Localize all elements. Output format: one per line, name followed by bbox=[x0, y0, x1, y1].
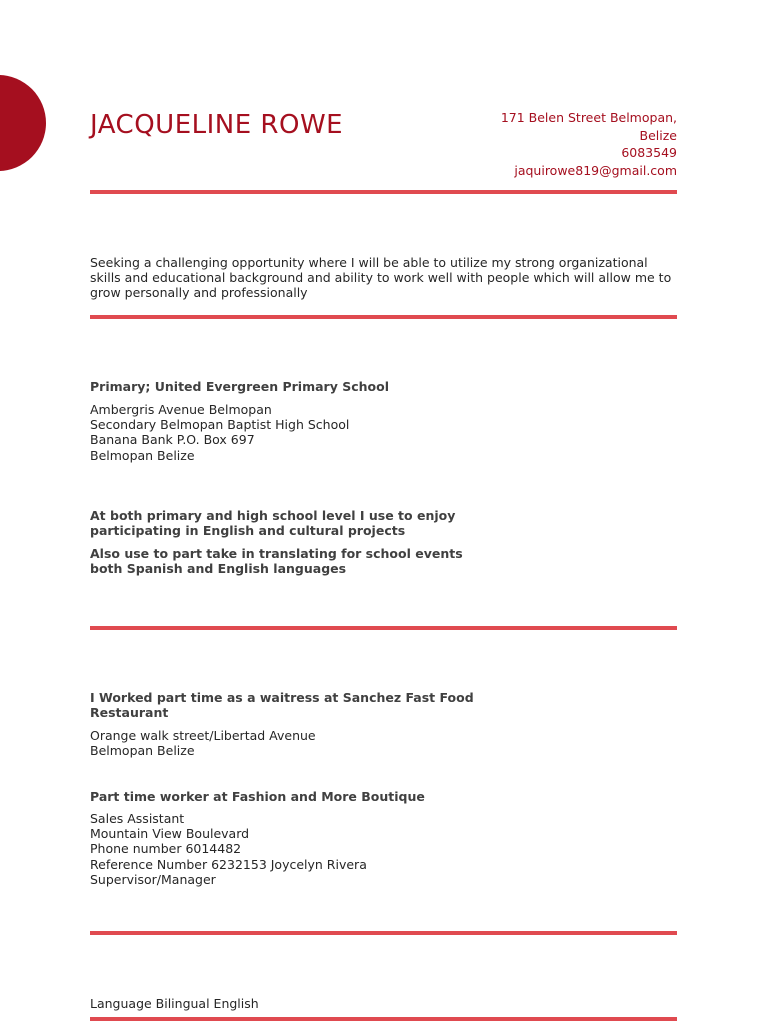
phone-number: 6083549 bbox=[621, 145, 677, 160]
job-2-title bbox=[90, 789, 425, 804]
job-title-line: Part time worker at Fashion and More Boutique bbox=[90, 789, 425, 804]
section-divider-skills bbox=[90, 1017, 677, 1021]
education-note-line: participating in English and cultural projects bbox=[90, 523, 406, 539]
education-detail-line: Belmopan Belize bbox=[90, 447, 195, 463]
decorative-circle bbox=[0, 75, 46, 171]
education-note-line: At both primary and high school level I use to enjoy bbox=[90, 508, 456, 523]
job-detail-line: Orange walk street/Libertad Avenue bbox=[90, 728, 316, 743]
job-detail-line: Phone number 6014482 bbox=[90, 841, 242, 857]
job-1-details bbox=[90, 728, 316, 758]
job-1-title bbox=[90, 690, 474, 720]
education-detail-line: Banana Bank P.O. Box 697 bbox=[90, 432, 255, 448]
job-2-details bbox=[90, 811, 367, 887]
address-line-2: Belize bbox=[639, 127, 677, 143]
job-detail-line: Supervisor/Manager bbox=[90, 871, 216, 887]
education-detail-line: Ambergris Avenue Belmopan bbox=[90, 402, 272, 417]
education-note-line: Also use to part take in translating for school events bbox=[90, 546, 463, 561]
education-details bbox=[90, 402, 349, 463]
contact-block bbox=[501, 109, 677, 179]
objective-line: Seeking a challenging opportunity where I will be able to utilize my strong organizational bbox=[90, 255, 648, 270]
language-skill-text: Language Bilingual English bbox=[90, 996, 259, 1011]
objective-section bbox=[90, 255, 671, 301]
email-address: jaquirowe819@gmail.com bbox=[514, 162, 677, 178]
job-detail-line: Reference Number 6232153 Joycelyn Rivera bbox=[90, 856, 367, 872]
candidate-name: JACQUELINE ROWE bbox=[90, 110, 344, 140]
section-divider-objective bbox=[90, 315, 677, 319]
education-note-line: both Spanish and English languages bbox=[90, 561, 347, 577]
education-heading-text: Primary; United Evergreen Primary School bbox=[90, 379, 389, 394]
language-skill bbox=[90, 996, 259, 1011]
section-divider-experience bbox=[90, 931, 677, 935]
education-heading bbox=[90, 379, 389, 394]
education-note-2 bbox=[90, 546, 463, 576]
address-line-1: 171 Belen Street Belmopan, bbox=[500, 110, 677, 125]
job-detail-line: Sales Assistant bbox=[90, 811, 185, 826]
job-detail-line: Mountain View Boulevard bbox=[90, 826, 250, 842]
job-title-line: I Worked part time as a waitress at Sanchez Fast Food bbox=[90, 690, 474, 705]
job-title-line: Restaurant bbox=[90, 705, 169, 721]
education-note-1 bbox=[90, 508, 455, 538]
job-detail-line: Belmopan Belize bbox=[90, 743, 195, 759]
objective-line: skills and educational background and ability to work well with people which will allow me to bbox=[90, 270, 672, 286]
section-divider-education bbox=[90, 626, 677, 630]
objective-line: grow personally and professionally bbox=[90, 285, 308, 301]
section-divider-header bbox=[90, 190, 677, 194]
education-detail-line: Secondary Belmopan Baptist High School bbox=[90, 417, 350, 433]
